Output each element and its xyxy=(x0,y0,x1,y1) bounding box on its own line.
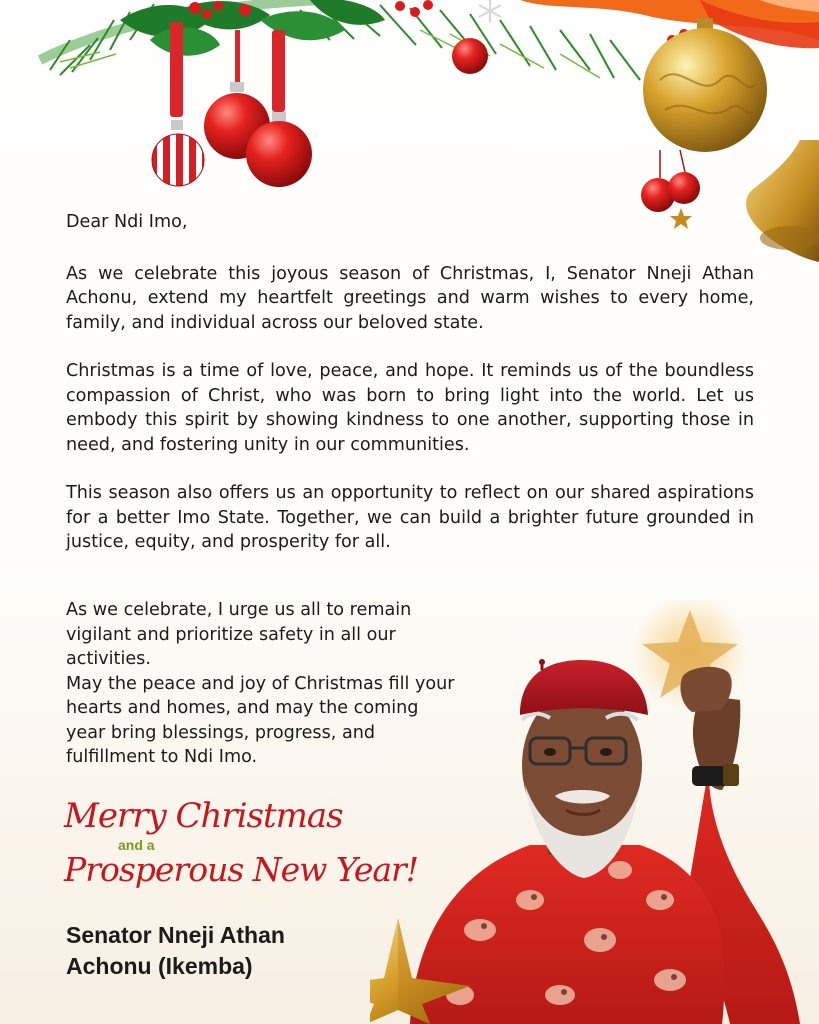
striped-ornament xyxy=(150,120,209,190)
senator-portrait xyxy=(370,600,819,1024)
holly-leaves-decoration xyxy=(120,0,385,56)
letter-body xyxy=(66,210,754,579)
greeting-connector: and a xyxy=(118,837,155,853)
greeting-line-new-year: Prosperous New Year! xyxy=(64,850,419,889)
red-cap xyxy=(520,659,648,715)
red-shirt xyxy=(410,845,724,1024)
signature-line-2: Achonu (Ikemba) xyxy=(66,953,253,979)
greeting-line-merry-christmas: Merry Christmas xyxy=(64,796,343,836)
signature xyxy=(66,920,285,982)
red-ornament-3 xyxy=(452,38,488,74)
signature-line-1: Senator Nneji Athan xyxy=(66,922,285,948)
letter-paragraph-3: This season also offers us an opportunity to reflect on our shared aspirations for a better Imo State. Together, we can build a brighter future grounded in justice, equity, and prosperity for all. xyxy=(66,483,754,552)
letter-paragraph-1: As we celebrate this joyous season of Christmas, I, Senator Nneji Athan Achonu, extend my heartfelt greetings and warm wishes to every home, family, and individual across our beloved state. xyxy=(66,263,754,333)
gold-ornament xyxy=(643,18,767,152)
snowflake-decoration xyxy=(479,0,501,22)
closing-paragraph-1: As we celebrate, I urge us all to remain vigilant and prioritize safety in all our activities. xyxy=(66,600,412,669)
salutation: Dear Ndi Imo, xyxy=(66,212,188,232)
closing-paragraph-2: May the peace and joy of Christmas fill your hearts and homes, and may the coming year bring blessings, progress, and fulfillment to Ndi Imo. xyxy=(66,673,455,767)
letter-paragraph-2: Christmas is a time of love, peace, and hope. It reminds us of the boundless compassion of Christ, who was born to bring light into the world. Let us embody this spirit by showing kindness to one another, supporting those in need, and fostering unity in our communities. xyxy=(66,361,754,455)
season-greeting xyxy=(60,790,420,910)
golden-bell xyxy=(746,140,819,262)
